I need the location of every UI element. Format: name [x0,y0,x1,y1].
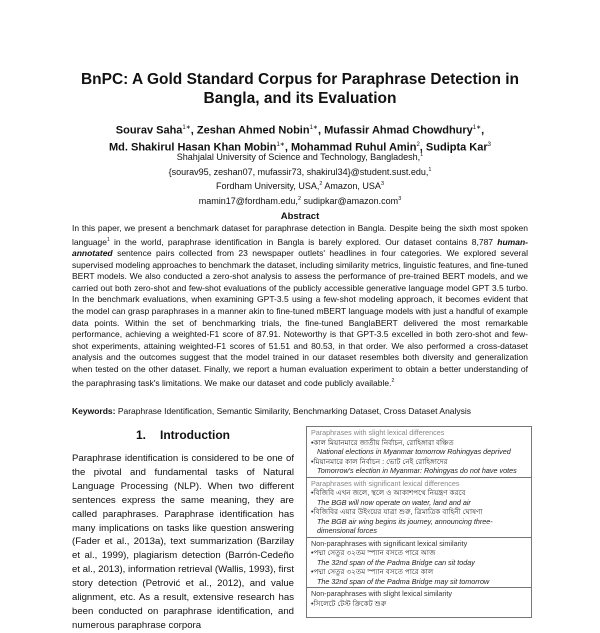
figure-group-label: Paraphrases with significant lexical differences [311,478,460,488]
abstract-text: sentence pairs collected from 23 newspaper outlets' headlines in four categories. We explored several supervised modeling approaches to benchmark the dataset, including similarity metrics, linguistic features, and fine-tuned BERT models. We also conducted a zero-shot analysis to assess the performance of pre-trained BERT models, and we carried out both zero-shot and few-shot evaluations of the publicly accessible generative language model GPT 3.5 turbo. In the benchmark evaluations, when examining GPT-3.5 using a few-shot modeling approach, it becomes evident that the model can grasp paraphrases in a manner akin to fine-tuned mBERT language models with just a handful of example data points. Within the set of benchmarking trials, the fine-tuned BanglaBERT delivered the most remarkable performance, achieving a weighted-F1 score of 87.91. Noteworthy is that GPT-3.5 excelled in both zero-shot and few-shot experiments, attaining weighted-F1 scores of 51.51 and 80.53, in that order. We also performed a cross-dataset analysis and the outcomes suggest that the model trained in our dataset resembles both diversity and generalization when tested on the other dataset. Finally, we report a human evaluation experiment to obtain a better understanding of the paraphrasing task's limitations. We make our dataset and code publicly available. [72,248,528,388]
abstract-emphasis: human-annotated [72,236,528,259]
affiliation-emails: {sourav95, zeshan07, mufassir73, shakirul34}@student.sust.edu, [168,166,429,177]
affiliation-sup: 2 [319,181,323,187]
author-sup: 1∗ [309,125,318,131]
affiliation-line [60,164,540,179]
section-title: Introduction [160,428,230,442]
english-translation: The BGB air wing begins its journey, announcing three-dimensional forces [317,516,493,535]
keywords-text: Paraphrase Identification, Semantic Similarity, Benchmarking Dataset, Cross Dataset Analysis [115,406,472,416]
author-name: Zeshan Ahmed Nobin [196,124,310,137]
affiliation-email: mamin17@fordham.edu, [198,195,298,206]
bangla-sentence: • সিলেটে টেস্ট ক্রিকেট শুরু [311,599,527,609]
english-translation: National elections in Myanmar tomorrow Rohingyas deprived [317,447,511,456]
figure-group-label: Non-paraphrases with significant lexical similarity [311,538,468,548]
affiliation-text: Shahjalal University of Science and Technology, Bangladesh, [176,152,421,162]
abstract-text: In this paper, we present a benchmark dataset for paraphrase detection in Bangla. Despite being the sixth most spoken language [72,223,528,247]
footnote-marker[interactable]: 2 [391,377,395,384]
bangla-sentence: • পদ্মা সেতুর ৩২তম স্প্যান বসতে পারে আজ [311,548,527,558]
figure-group [307,538,531,589]
bangla-sentence: • বিজিবি এখন জলে, স্থলে ও আকাশপথে নিয়ন্ত্রণ করবে [311,488,527,498]
figure-group [307,588,531,609]
example-figure-box [306,426,532,618]
author-sup: 2 [416,141,420,148]
figure-group-label: Paraphrases with slight lexical differences [311,428,445,437]
author-name: Sourav Saha [115,124,183,137]
author-name: Mohammad Ruhul Amin [290,141,417,154]
english-translation: The 32nd span of the Padma Bridge can sit today [317,557,475,567]
author-sup: 1∗ [182,125,191,131]
author-line-1: Sourav Saha$^{1∗}$, Zeshan Ahmed Nobin$^{1∗}$, Mufassir Ahmad Chowdhury$^{1∗}$, [115,124,485,137]
affiliation-sup: 3 [380,181,384,187]
affiliation-line [60,193,540,208]
figure-group [307,478,531,538]
affiliation-email: sudipkar@amazon.com [301,195,399,206]
english-translation: The BGB will now operate on water, land and air [317,497,471,507]
abstract-body [72,223,528,389]
author-sup: 1∗ [472,125,482,131]
affiliation-line [60,178,540,193]
section-number: 1. [136,428,147,442]
author-name: Md. Shakirul Hasan Khan Mobin [109,141,277,154]
footnote-marker[interactable]: 1 [106,236,110,243]
keywords [72,406,528,416]
affiliation-sup: 1 [428,166,432,173]
affiliation-line [60,149,540,164]
author-sup: 3 [487,141,491,148]
author-name: Mufassir Ahmad Chowdhury [324,124,473,137]
affiliation-text: Fordham University, USA, [215,181,320,191]
affiliation-sup: 3 [398,195,402,202]
affiliation-sup: 1 [420,152,424,158]
paper-title: BnPC: A Gold Standard Corpus for Paraphrase Detection in Bangla, and its Evaluation [80,71,520,107]
english-translation: The 32nd span of the Padma Bridge may sit tomorrow [317,576,490,586]
bangla-sentence: • মিয়ানমারে কাল নির্বাচন : ভোট নেই রোহিঙ্গাদের [311,457,527,467]
affiliation-sup: 2 [297,195,301,202]
abstract-text: in the world, paraphrase identification in Bangla is barely explored. Our dataset contains 8,787 [109,236,498,247]
bangla-sentence: • পদ্মা সেতুর ৩২তম স্প্যান বসতে পারে কাল [311,567,527,577]
figure-group [307,427,531,478]
bangla-sentence: • বিজিবির এয়ার উইংয়ের যাত্রা শুরু, ত্রিমাত্রিক বাহিনী ঘোষণা [311,507,527,517]
bangla-sentence: • কাল মিয়ানমারে জাতীয় নির্বাচন, রোহিঙ্গারা বঞ্চিত [311,438,527,448]
abstract-heading: Abstract [280,211,320,222]
author-sup: 1∗ [276,141,285,148]
author-line-2: Md. Shakirul Hasan Khan Mobin$^{1∗}$, Mohammad Ruhul Amin$^2$, Sudipta Kar$^3$ [109,141,491,154]
keywords-label: Keywords: [72,406,116,416]
author-name: Sudipta Kar [425,141,488,154]
figure-group-label: Non-paraphrases with slight lexical similarity [311,589,453,598]
affiliation-text: Amazon, USA [322,181,381,191]
section-heading-introduction [72,428,294,442]
affiliations [60,149,540,207]
english-translation: Tomorrow's election in Myanmar: Rohingyas do not have votes [317,466,517,475]
introduction-body: Paraphrase identification is considered to be one of the pivotal and fundamental tasks of Natural Language Processing (NLP). When two different sentences express the same meaning, they are called paraphrases. Paraphrase identification has many implications on tasks like question answering (Fader et al., 2013a), text summarization (Barzilay et al., 1999), plagiarism detection (Barrón-Cedeño et al., 2013), information retrieval (Wallis, 1993), first story detection (Petrović et al., 2012), and value alignment, etc. As a result, extensive research has been conducted on paraphrase identification, and numerous paraphrase corpora [72,453,294,631]
